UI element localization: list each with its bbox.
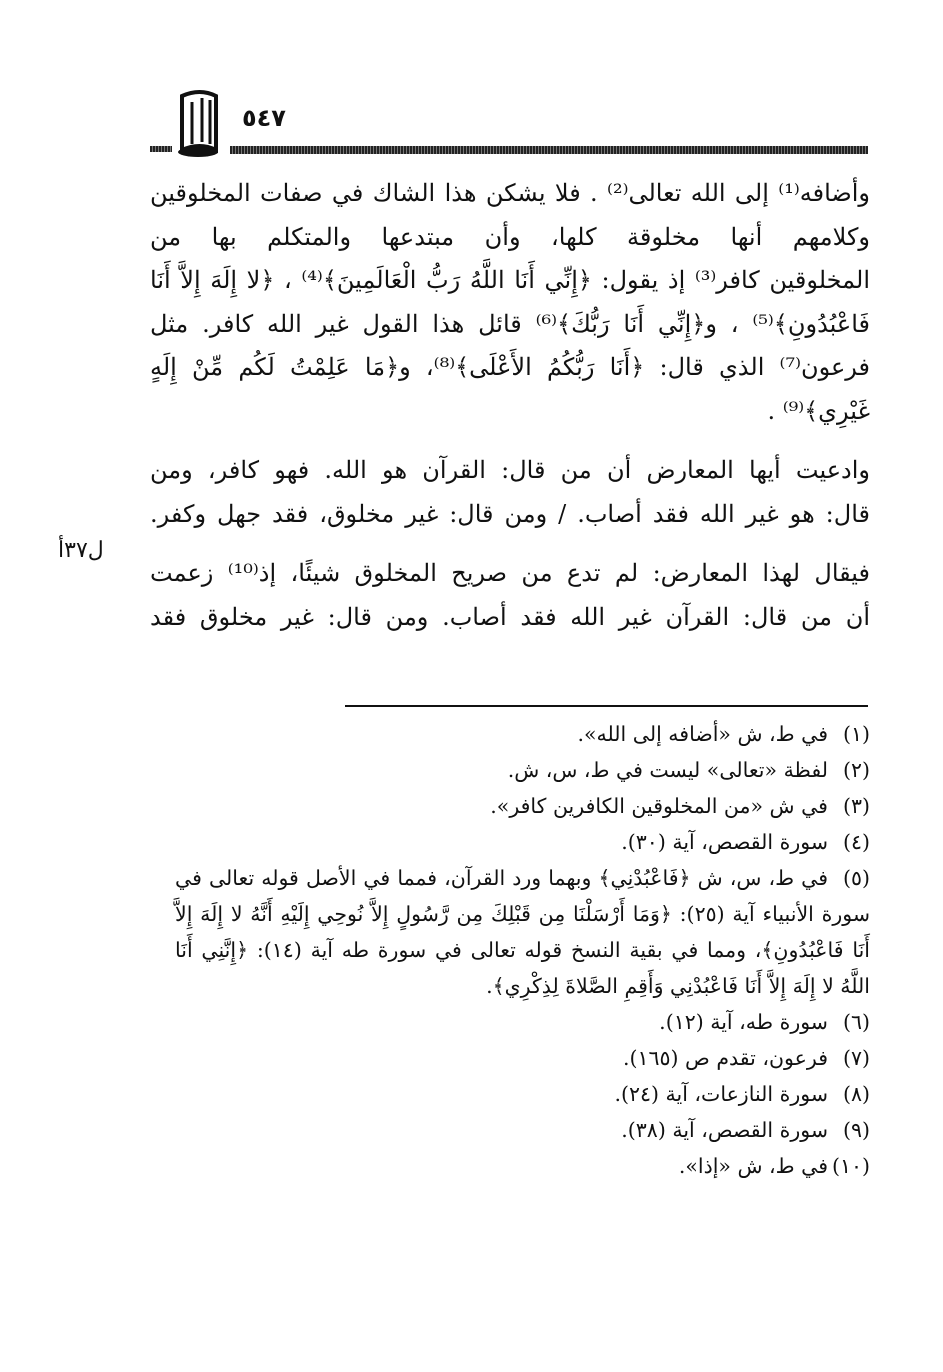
page-header <box>150 82 868 162</box>
footnote-number: (٢) <box>842 758 870 782</box>
footnote-text: سورة القصص، آية (٣٨). <box>621 1118 828 1142</box>
main-text-line: فرعون⁽⁷⁾ الذي قال: ﴿أَنَا رَبُّكُمُ الأَعْلَى﴾⁽⁸⁾، و﴿مَا عَلِمْتُ لَكُم مِّنْ إِلَهٍ <box>150 353 871 381</box>
footnote-number: (١٠) <box>831 1154 870 1178</box>
footnote-item <box>175 1076 870 1112</box>
page-number: ٥٤٧ <box>242 104 286 132</box>
footnote-text: في ط، ش «أضافه إلى الله». <box>577 722 828 746</box>
footnote-item <box>175 1004 870 1040</box>
footnote-text: لفظة «تعالى» ليست في ط، س، ش. <box>507 758 828 782</box>
footnotes <box>175 716 870 1184</box>
footnote-item <box>175 824 870 860</box>
main-text <box>150 172 870 639</box>
footnote-number: (١) <box>842 722 870 746</box>
main-text-line: أن من قال: القرآن غير الله فقد أصاب. ومن قال: غير مخلوق فقد <box>150 602 870 631</box>
footnote-number: (٧) <box>842 1046 870 1070</box>
footnote-text: في ش «من المخلوقين الكافرين كافر». <box>490 794 828 818</box>
footnote-item <box>175 1148 870 1184</box>
main-text-line: قال: هو غير الله فقد أصاب. / ومن قال: غير مخلوق، فقد جهل وكفر. <box>150 499 870 528</box>
footnote-number: (٦) <box>842 1010 870 1034</box>
main-text-line: فيقال لهذا المعارض: لم تدع من صريح المخلوق شيئًا، إذ⁽¹⁰⁾ زعمت <box>150 559 871 587</box>
footnote-text: في ط، س، ش ﴿فَاعْبُدْنِي﴾ وبهما ورد القرآن، فمما في الأصل قوله تعالى في سورة الأنبياء آية (٢٥): ﴿وَمَا أَرْسَلْنَا مِن قَبْلِكَ مِن رَّسُولٍ إِلاَّ نُوحِي إِلَيْهِ أَنَّهُ لا إِلَهَ إِلاَّ أَنَا فَاعْبُدُونِ﴾، ومما في بقية النسخ قوله تعالى في سورة طه آية (١٤): ﴿إِنَّنِي أَنَا اللَّهُ لا إِلَهَ إِلاَّ أَنَا فَاعْبُدْنِي وَأَقِمِ الصَّلاةَ لِذِكْرِي﴾. <box>175 866 870 998</box>
manuscript-folio-note: ل٣٧أ <box>58 538 104 563</box>
book-emblem-icon <box>172 88 228 158</box>
footnote-number: (٤) <box>842 830 870 854</box>
footnote-text: فرعون، تقدم ص (١٦٥). <box>622 1046 828 1070</box>
header-rule <box>230 146 868 154</box>
footnote-text: في ط، ش «إذا». <box>678 1154 828 1178</box>
footnote-number: (٨) <box>842 1082 870 1106</box>
footnote-number: (٥) <box>842 866 870 890</box>
main-text-line: وادعيت أيها المعارض أن من قال: القرآن هو الله. فهو كافر، ومن <box>150 456 870 484</box>
footnote-item <box>175 1112 870 1148</box>
footnote-item <box>175 716 870 752</box>
footnote-item <box>175 752 870 788</box>
footnote-item <box>175 1040 870 1076</box>
main-text-line: وكلامهم أنها مخلوقة كلها، وأن مبتدعها والمتكلم بها من <box>150 222 870 251</box>
main-text-line: وأضافه⁽¹⁾ إلى الله تعالى⁽²⁾ . فلا يشكن هذا الشاك في صفات المخلوقين <box>150 179 871 207</box>
footnote-number: (٣) <box>842 794 870 818</box>
footnote-item <box>175 860 870 1004</box>
footnote-text: سورة النازعات، آية (٢٤). <box>614 1082 828 1106</box>
footnote-number: (٩) <box>842 1118 870 1142</box>
main-text-line: غَيْرِي﴾⁽⁹⁾ . <box>767 396 870 425</box>
header-rule-left <box>150 146 172 152</box>
main-text-line: المخلوقين كافر⁽³⁾ إذ يقول: ﴿إِنِّي أَنَا اللَّهُ رَبُّ الْعَالَمِينَ﴾⁽⁴⁾ ، ﴿لا إِلَهَ إِلاَّ أَنَا <box>150 266 871 294</box>
footnote-text: سورة طه، آية (١٢). <box>659 1010 828 1034</box>
main-text-line: فَاعْبُدُونِ﴾⁽⁵⁾ ، و﴿إِنِّي أَنَا رَبُّكَ﴾⁽⁶⁾ قائل هذا القول غير الله كافر. مثل <box>150 309 871 338</box>
footnote-separator <box>345 705 868 707</box>
footnote-item <box>175 788 870 824</box>
footnote-text: سورة القصص، آية (٣٠). <box>621 830 828 854</box>
